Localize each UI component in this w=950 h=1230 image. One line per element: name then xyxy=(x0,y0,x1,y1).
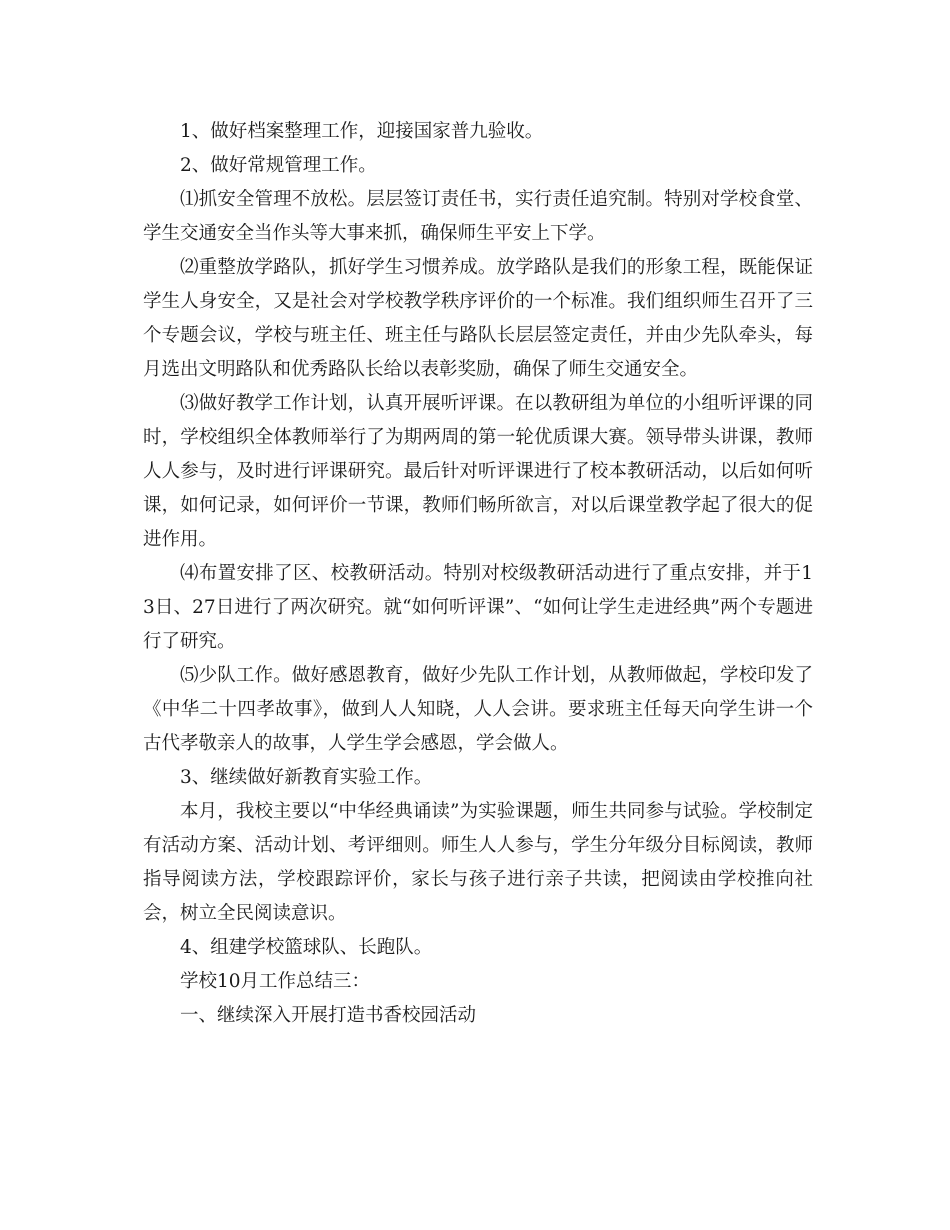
paragraph-item-1-archives: 1、做好档案整理工作，迎接国家普九验收。 xyxy=(180,121,544,142)
paragraph-item-3-new-education: 3、继续做好新教育实验工作。 xyxy=(180,767,433,788)
paragraph-classic-reading: 本月，我校主要以“中华经典诵读”为实验课题，师生共同参与试验。学校制定有活动方案、活动计划、考评细则。师生人人参与，学生分年级分目标阅读，教师指导阅读方法，学校跟踪评价，家长与孩子进行亲子共读，把阅读由学校推向社会，树立全民阅读意识。 xyxy=(143,801,813,924)
paragraph-item-4-teams: 4、组建学校篮球队、长跑队。 xyxy=(180,937,433,958)
paragraph-section-one-heading: 一、继续深入开展打造书香校园活动 xyxy=(180,1005,477,1026)
paragraph-item-2-routine-management: 2、做好常规管理工作。 xyxy=(180,155,377,176)
paragraph-safety-management: ⑴抓安全管理不放松。层层签订责任书，实行责任追究制。特别对学校食堂、学生交通安全当作头等大事来抓，确保师生平安上下学。 xyxy=(143,189,813,244)
document-body xyxy=(143,115,813,1033)
paragraph-teaching-plan: ⑶做好教学工作计划，认真开展听评课。在以教研组为单位的小组听评课的同时，学校组织全体教师举行了为期两周的第一轮优质课大赛。领导带头讲课，教师人人参与，及时进行评课研究。最后针对听评课进行了校本教研活动，以后如何听课，如何记录，如何评价一节课，教师们畅所欲言，对以后课堂教学起了很大的促进作用。 xyxy=(143,393,813,550)
paragraph-summary-heading: 学校10月工作总结三： xyxy=(180,971,371,992)
paragraph-school-route-team: ⑵重整放学路队，抓好学生习惯养成。放学路队是我们的形象工程，既能保证学生人身安全，又是社会对学校教学秩序评价的一个标准。我们组织师生召开了三个专题会议，学校与班主任、班主任与路队长层层签定责任，并由少先队牵头，每月选出文明路队和优秀路队长给以表彰奖励，确保了师生交通安全。 xyxy=(143,257,813,380)
paragraph-teaching-research: ⑷布置安排了区、校教研活动。特别对校级教研活动进行了重点安排，并于13日、27日进行了两次研究。就“如何听评课”、“如何让学生走进经典”两个专题进行了研究。 xyxy=(143,563,813,652)
paragraph-young-pioneers: ⑸少队工作。做好感恩教育，做好少先队工作计划，从教师做起，学校印发了《中华二十四孝故事》，做到人人知晓，人人会讲。要求班主任每天向学生讲一个古代孝敬亲人的故事，人学生学会感恩，学会做人。 xyxy=(143,665,813,754)
